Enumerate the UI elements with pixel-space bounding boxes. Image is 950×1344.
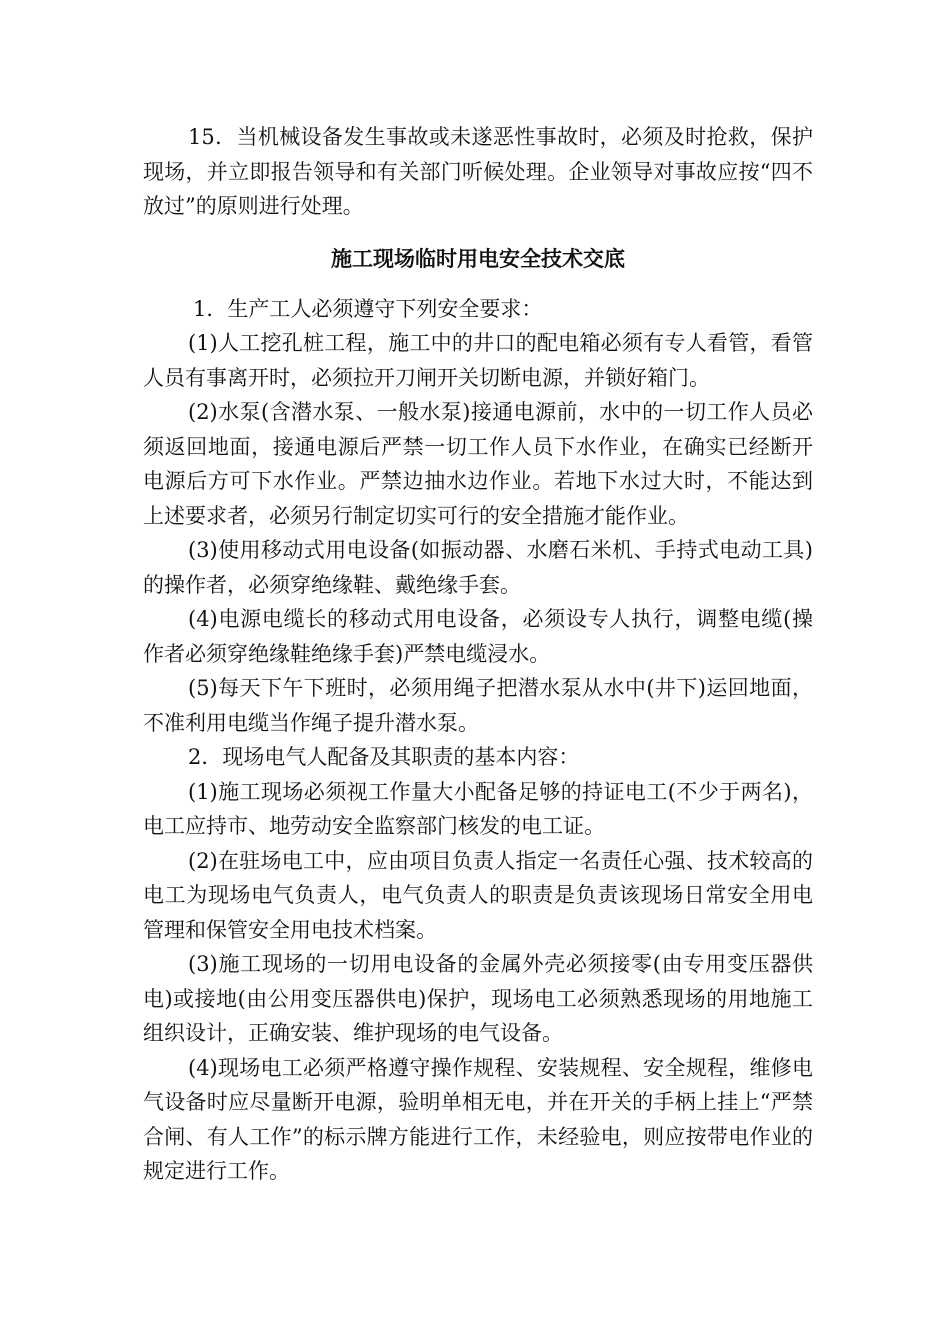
section1-heading: 1．生产工人必须遵守下列安全要求： bbox=[193, 296, 543, 321]
section2-heading: 2．现场电气人配备及其职责的基本内容： bbox=[188, 745, 580, 769]
section-title: 施工现场临时用电安全技术交底 bbox=[331, 246, 625, 271]
section1-item-4: (4)电源电缆长的移动式用电设备，必须设专人执行，调整电缆(操作者必须穿绝缘鞋绝缘手套)严禁电缆浸水。 bbox=[143, 607, 813, 666]
section2-item-4: (4)现场电工必须严格遵守操作规程、安装规程、安全规程，维修电气设备时应尽量断开电源，验明单相无电，并在开关的手柄上挂上“严禁合闸、有人工作”的标示牌方能进行工作，未经验电，则应按带电作业的规定进行工作。 bbox=[143, 1055, 813, 1183]
section2-item-3: (3)施工现场的一切用电设备的金属外壳必须接零(由专用变压器供电)或接地(由公用变压器供电)保护，现场电工必须熟悉现场的用地施工组织设计，正确安装、维护现场的电气设备。 bbox=[143, 952, 813, 1045]
document-body bbox=[143, 120, 813, 1189]
section1-item-1: (1)人工挖孔桩工程，施工中的井口的配电箱必须有专人看管，看管人员有事离开时，必须拉开刀闸开关切断电源，并锁好箱门。 bbox=[143, 331, 813, 390]
section1-item-5: (5)每天下午下班时，必须用绳子把潜水泵从水中(井下)运回地面，不准利用电缆当作绳子提升潜水泵。 bbox=[143, 676, 813, 735]
section1-item-2: (2)水泵(含潜水泵、一般水泵)接通电源前，水中的一切工作人员必须返回地面，接通电源后严禁一切工作人员下水作业，在确实已经断开电源后方可下水作业。严禁边抽水边作业。若地下水过大时，不能达到上述要求者，必须另行制定切实可行的安全措施才能作业。 bbox=[143, 400, 813, 528]
section1-item-3: (3)使用移动式用电设备(如振动器、水磨石米机、手持式电动工具)的操作者，必须穿绝缘鞋、戴绝缘手套。 bbox=[143, 538, 813, 597]
intro-paragraph: 15．当机械设备发生事故或未遂恶性事故时，必须及时抢救，保护现场，并立即报告领导和有关部门听候处理。企业领导对事故应按“四不放过”的原则进行处理。 bbox=[143, 125, 813, 218]
section2-item-2: (2)在驻场电工中，应由项目负责人指定一名责任心强、技术较高的电工为现场电气负责人，电气负责人的职责是负责该现场日常安全用电管理和保管安全用电技术档案。 bbox=[143, 848, 813, 942]
section2-item-1: (1)施工现场必须视工作量大小配备足够的持证电工(不少于两名)，电工应持市、地劳动安全监察部门核发的电工证。 bbox=[143, 779, 813, 838]
